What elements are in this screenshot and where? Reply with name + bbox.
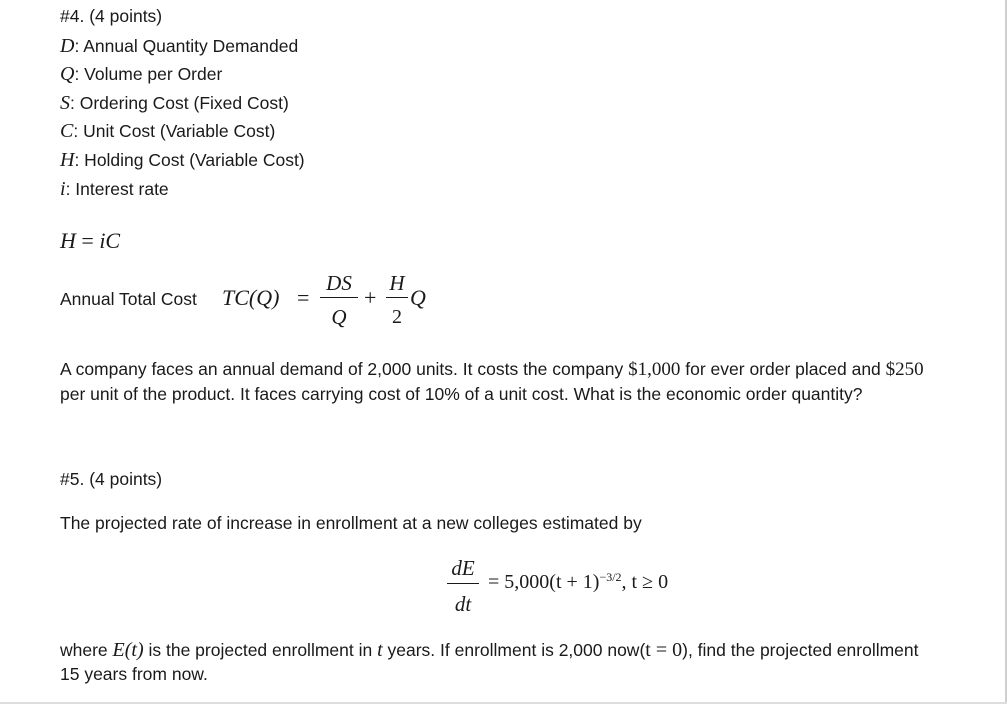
problem-text-1: A company faces an annual demand of 2,000 units. It costs the company xyxy=(60,359,629,379)
problem-amount-order: $1,000 xyxy=(628,359,681,380)
definition-text: : Interest rate xyxy=(65,179,169,199)
equation-condition: , t ≥ 0 xyxy=(621,571,669,593)
derivative-numerator: dE xyxy=(451,556,475,580)
question-5-heading: #5. (4 points) xyxy=(60,469,163,489)
definition-text: : Annual Quantity Demanded xyxy=(74,36,299,56)
derivative-bar xyxy=(447,583,479,584)
definition-text: : Unit Cost (Variable Cost) xyxy=(73,121,276,141)
fraction-2-denominator: 2 xyxy=(392,306,402,328)
definition-q xyxy=(60,64,222,84)
fraction-1-bar xyxy=(320,297,358,298)
fraction-1-numerator: DS xyxy=(326,271,352,295)
total-cost-label: Annual Total Cost xyxy=(60,289,197,309)
definition-symbol: S xyxy=(60,92,70,114)
derivative-denominator: dt xyxy=(454,592,472,616)
definition-symbol: C xyxy=(60,120,74,142)
definition-h xyxy=(60,150,305,170)
question-5-intro: The projected rate of increase in enrollment at a new colleges estimated by xyxy=(60,513,642,533)
definition-symbol: H xyxy=(60,149,75,171)
total-cost-function: TC(Q) xyxy=(222,285,280,310)
total-cost-equals: = xyxy=(297,285,310,310)
closing-e-of-t: E(t) xyxy=(112,639,144,661)
definition-symbol: Q xyxy=(60,63,75,85)
closing-condition: t = 0 xyxy=(645,639,683,661)
closing-text-1: where xyxy=(60,640,113,660)
closing-text-4: ), find the projected enrollment 15 years from now. xyxy=(60,640,919,684)
equation-rhs-main: = 5,000(t + 1) xyxy=(488,571,600,593)
definition-symbol: D xyxy=(60,35,75,57)
definition-s xyxy=(60,93,289,113)
closing-t: t xyxy=(377,639,383,661)
formula-lhs: H xyxy=(60,228,76,253)
plus-sign: + xyxy=(364,285,377,310)
question-4-heading: #4. (4 points) xyxy=(60,6,163,26)
fraction-2-numerator: H xyxy=(389,271,405,295)
closing-text-2: is the projected enrollment in xyxy=(143,640,378,660)
definition-text: : Holding Cost (Variable Cost) xyxy=(74,150,305,170)
total-cost-q-term: Q xyxy=(410,285,426,310)
definition-d xyxy=(60,36,298,56)
equation-rhs xyxy=(488,572,668,592)
formula-holding-cost xyxy=(60,230,120,252)
fraction-1-denominator: Q xyxy=(331,305,347,329)
problem-amount-unit: $250 xyxy=(885,359,924,380)
definition-c xyxy=(60,121,275,141)
definition-symbol: i xyxy=(60,178,66,200)
question-4-problem xyxy=(60,357,940,406)
problem-text-2: for ever order placed and xyxy=(680,359,886,379)
question-5-closing xyxy=(60,638,940,686)
definition-i xyxy=(60,179,169,199)
definition-text: : Ordering Cost (Fixed Cost) xyxy=(70,93,289,113)
closing-text-3: years. If enrollment is 2,000 now( xyxy=(382,640,646,660)
formula-equals: = xyxy=(81,228,94,253)
equation-exponent: −3/2 xyxy=(599,570,622,584)
formula-rhs: iC xyxy=(99,228,121,253)
definition-text: : Volume per Order xyxy=(74,64,223,84)
problem-text-3: per unit of the product. It faces carrying cost of 10% of a unit cost. What is the economic order quantity? xyxy=(60,384,863,404)
fraction-2-bar xyxy=(386,297,408,298)
